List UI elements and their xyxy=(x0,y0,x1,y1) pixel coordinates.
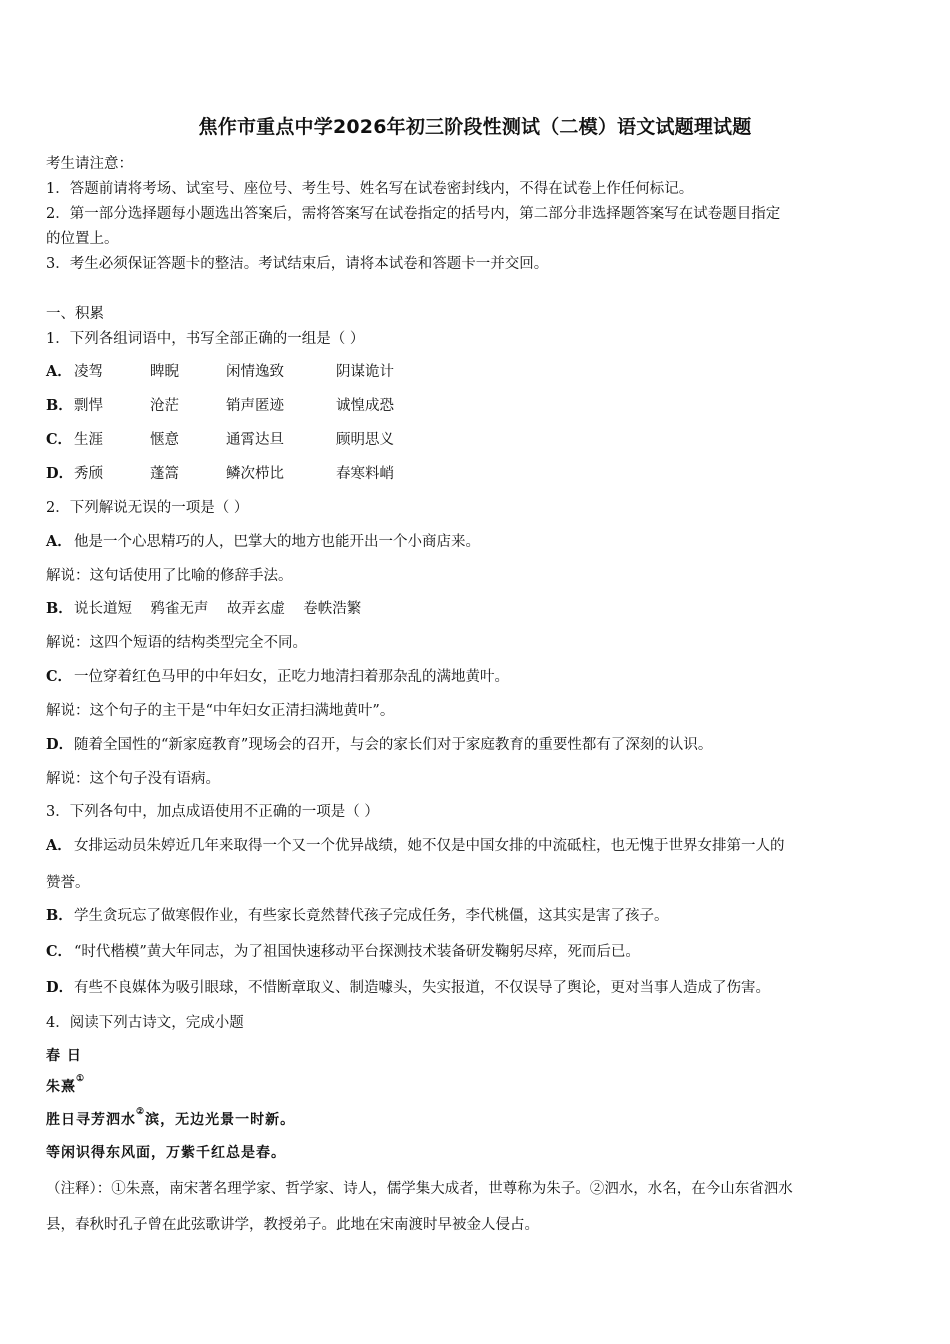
option-text: “时代楷模”黄大年同志，为了祖国快速移动平台探测技术装备研发鞠躬尽瘁，死而后已。 xyxy=(74,944,640,960)
q2-explanation-b: 解说：这四个短语的结构类型完全不同。 xyxy=(46,635,307,651)
option-label: B． xyxy=(46,397,73,414)
option-word: 阴谋诡计 xyxy=(336,364,394,380)
q1-option-c xyxy=(46,428,412,449)
option-word: 鳞次栉比 xyxy=(226,466,284,482)
q2-explanation-a: 解说：这句话使用了比喻的修辞手法。 xyxy=(46,568,293,584)
poem-text: 胜日寻芳泗水 xyxy=(46,1112,136,1128)
notice-item-1: 1．答题前请将考场、试室号、座位号、考生号、姓名写在试卷密封线内，不得在试卷上作任何标记。 xyxy=(46,181,694,197)
option-text: 他是一个心思精巧的人，巴掌大的地方也能开出一个小商店来。 xyxy=(74,534,480,550)
option-word: 睥睨 xyxy=(150,364,179,380)
notice-heading: 考生请注意： xyxy=(46,156,133,172)
option-label: D． xyxy=(46,736,74,753)
q3-option-c xyxy=(46,940,640,961)
q3-option-a xyxy=(46,834,785,855)
option-label: B． xyxy=(46,907,73,924)
option-text: 有些不良媒体为吸引眼球，不惜断章取义、制造噱头，失实报道，不仅误导了舆论，更对当事人造成了伤害。 xyxy=(74,980,770,996)
option-label: D． xyxy=(46,465,74,482)
page-title: 焦作市重点中学2026年初三阶段性测试（二模）语文试题理试题 xyxy=(198,116,752,138)
option-text: 说长道短 鸦雀无声 故弄玄虚 卷帙浩繁 xyxy=(74,601,362,617)
option-text: 学生贪玩忘了做寒假作业，有些家长竟然替代孩子完成任务，李代桃僵，这其实是害了孩子。 xyxy=(74,908,669,924)
q2-option-b xyxy=(46,597,361,618)
poem-line-1 xyxy=(46,1109,295,1129)
option-label: C． xyxy=(46,431,73,448)
q3-option-d xyxy=(46,976,770,997)
q1-stem: 1．下列各组词语中，书写全部正确的一组是（ ） xyxy=(46,331,365,347)
poem-notes: （注释）：①朱熹，南宋著名理学家、哲学家、诗人，儒学集大成者，世尊称为朱子。②泗水，水名，在今山东省泗水 xyxy=(46,1181,793,1197)
option-label: C． xyxy=(46,943,73,960)
option-word: 秀颀 xyxy=(74,466,103,482)
footnote-marker: ① xyxy=(76,1074,86,1084)
option-label: C． xyxy=(46,668,73,685)
q3-option-b xyxy=(46,904,669,925)
q1-option-d xyxy=(46,462,412,483)
option-word: 剽悍 xyxy=(74,398,103,414)
q2-stem: 2．下列解说无误的一项是（ ） xyxy=(46,500,249,516)
option-label: A． xyxy=(46,533,72,550)
poem-line-2: 等闲识得东风面，万紫千红总是春。 xyxy=(46,1145,286,1161)
option-word: 春寒料峭 xyxy=(336,466,394,482)
option-text: 随着全国性的“新家庭教育”现场会的召开，与会的家长们对于家庭教育的重要性都有了深刻的认识。 xyxy=(74,737,713,753)
option-word: 凌驾 xyxy=(74,364,103,380)
notice-item-3: 3．考生必须保证答题卡的整洁。考试结束后，请将本试卷和答题卡一并交回。 xyxy=(46,256,549,272)
option-word: 沧茫 xyxy=(150,398,179,414)
option-word: 顾明思义 xyxy=(336,432,394,448)
q1-option-a xyxy=(46,360,412,381)
notice-item-2-cont: 的位置上。 xyxy=(46,231,119,247)
q1-option-b xyxy=(46,394,412,415)
footnote-marker: ② xyxy=(136,1107,146,1117)
section-heading: 一、积累 xyxy=(46,306,104,322)
q2-explanation-c: 解说：这个句子的主干是“中年妇女正清扫满地黄叶”。 xyxy=(46,703,395,719)
q2-explanation-d: 解说：这个句子没有语病。 xyxy=(46,771,220,787)
option-word: 惬意 xyxy=(150,432,179,448)
option-word: 蓬篙 xyxy=(150,466,179,482)
poem-text: 滨，无边光景一时新。 xyxy=(145,1112,296,1128)
q3-stem: 3．下列各句中，加点成语使用不正确的一项是（ ） xyxy=(46,804,379,820)
poem-title: 春 日 xyxy=(46,1048,82,1064)
option-label: A． xyxy=(46,837,72,854)
option-word: 通霄达旦 xyxy=(226,432,284,448)
q4-stem: 4．阅读下列古诗文，完成小题 xyxy=(46,1015,244,1031)
q2-option-c xyxy=(46,665,509,686)
poem-notes-cont: 县，春秋时孔子曾在此弦歌讲学，教授弟子。此地在宋南渡时早被金人侵占。 xyxy=(46,1217,539,1233)
option-word: 生涯 xyxy=(74,432,103,448)
author-name: 朱熹 xyxy=(46,1079,76,1095)
notice-item-2: 2．第一部分选择题每小题选出答案后，需将答案写在试卷指定的括号内，第二部分非选择题答案写在试卷题目指定 xyxy=(46,206,781,222)
q2-option-a xyxy=(46,530,480,551)
option-label: B． xyxy=(46,600,73,617)
option-text: 一位穿着红色马甲的中年妇女，正吃力地清扫着那杂乱的满地黄叶。 xyxy=(74,669,509,685)
q2-option-d xyxy=(46,733,712,754)
option-word: 销声匿迹 xyxy=(226,398,284,414)
option-word: 闲情逸致 xyxy=(226,364,284,380)
option-text: 女排运动员朱婷近几年来取得一个又一个优异战绩，她不仅是中国女排的中流砥柱，也无愧于世界女排第一人的 xyxy=(74,838,785,854)
option-label: D． xyxy=(46,979,74,996)
poem-author xyxy=(46,1076,85,1096)
option-word: 诚惶成恐 xyxy=(336,398,394,414)
option-label: A． xyxy=(46,363,72,380)
q3-option-a-cont: 赞誉。 xyxy=(46,875,90,891)
